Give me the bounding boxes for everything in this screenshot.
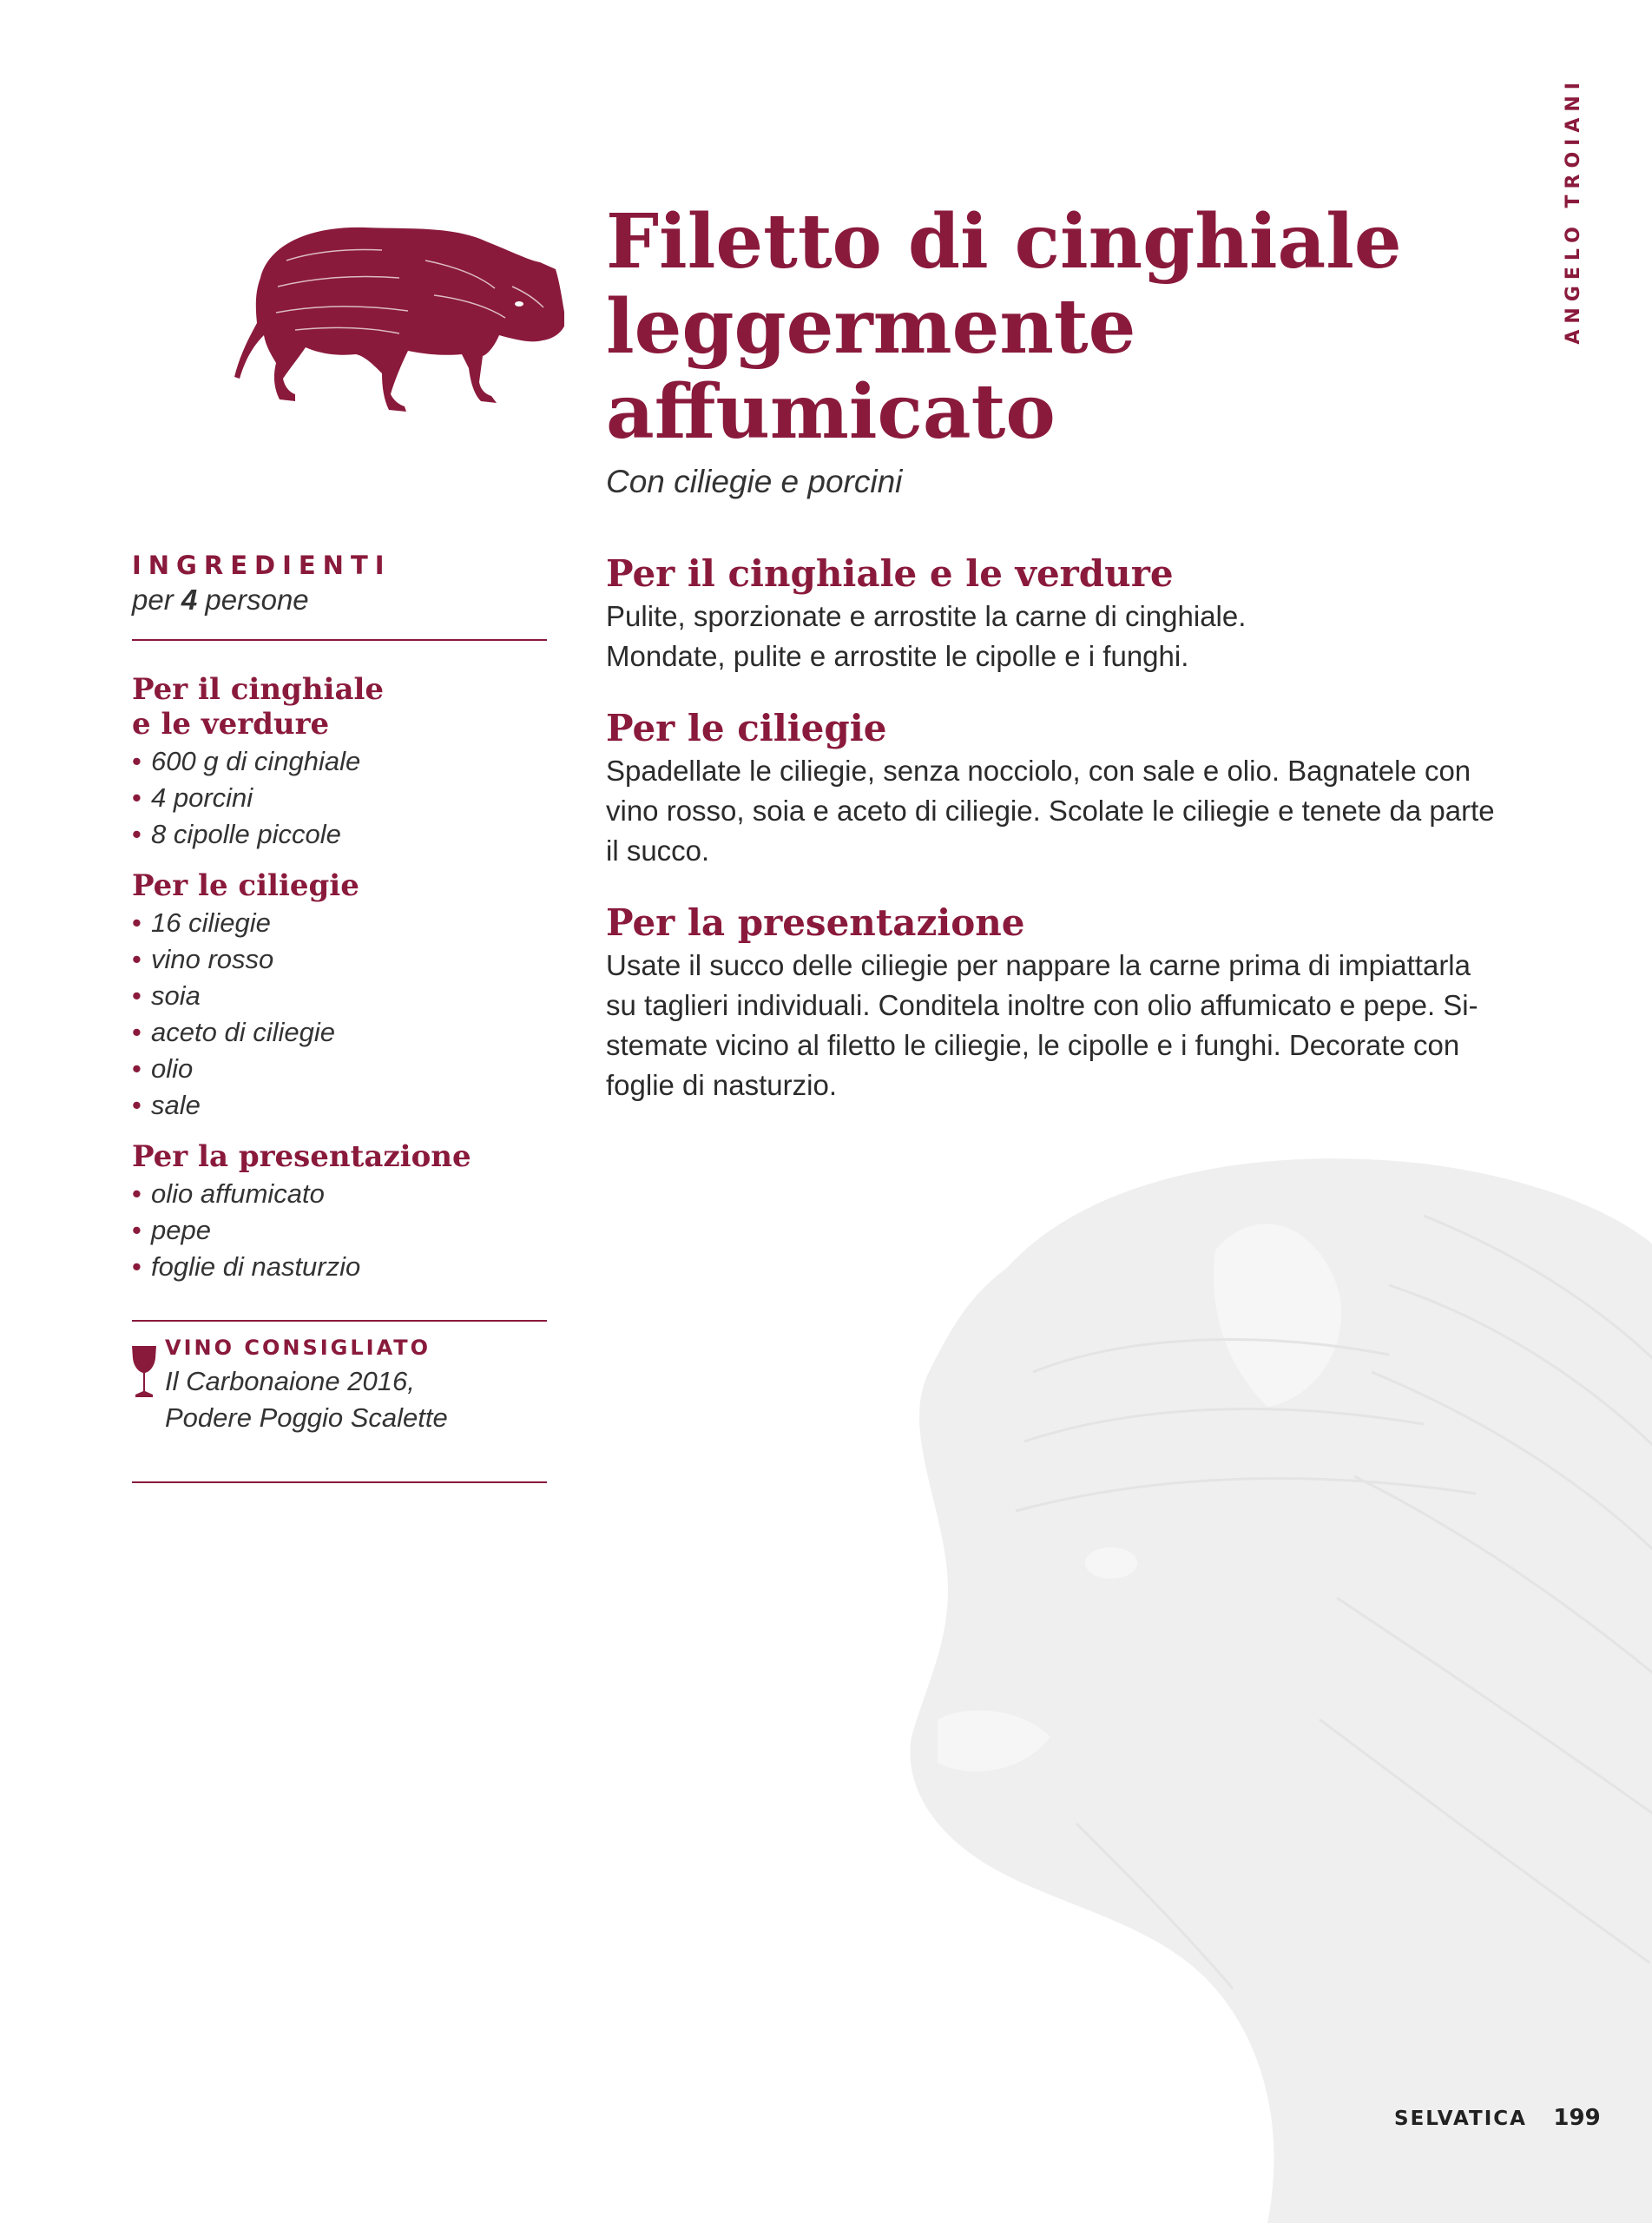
ingredient-item: • sale: [132, 1090, 201, 1120]
ingredient-item: • foglie di nasturzio: [132, 1251, 361, 1282]
ingredient-text: soia: [151, 980, 201, 1011]
wine-glass-icon: [130, 1344, 158, 1398]
ingredient-text: vino rosso: [151, 944, 274, 974]
divider: [132, 639, 547, 641]
step-title: Per il cinghiale e le verdure: [606, 552, 1174, 595]
ingredient-item: • olio: [132, 1053, 194, 1084]
wine-label: VINO CONSIGLIATO: [165, 1336, 431, 1360]
ingredient-list: [132, 905, 547, 1124]
ingredients-heading: INGREDIENTI: [132, 551, 392, 580]
group-title-line: Per il cinghiale: [132, 672, 385, 707]
ingredient-list: [132, 743, 547, 853]
ingredient-group-title: [132, 1139, 547, 1174]
ingredient-item: • olio affumicato: [132, 1178, 325, 1209]
ingredient-item: • pepe: [132, 1215, 211, 1245]
ingredient-text: pepe: [151, 1215, 211, 1245]
servings-suffix: persone: [205, 584, 309, 616]
step-title: Per le ciliegie: [606, 707, 887, 749]
ingredient-text: olio: [151, 1053, 194, 1084]
title-line: leggermente: [606, 283, 1136, 371]
ingredient-item: • 16 ciliegie: [132, 907, 271, 938]
divider: [132, 1320, 547, 1322]
page-footer: [1394, 2105, 1601, 2131]
wine-name-line: Il Carbonaione 2016,: [165, 1366, 415, 1396]
servings-prefix: per: [132, 584, 174, 616]
ingredient-item: • 8 cipolle piccole: [132, 819, 341, 849]
method-column: [606, 551, 1500, 1105]
ingredient-text: olio affumicato: [151, 1178, 325, 1209]
ingredient-group-title: [132, 868, 547, 903]
ingredient-group-title: [132, 672, 547, 742]
step-text: [606, 751, 1500, 871]
ingredient-item: • vino rosso: [132, 944, 274, 974]
ingredient-text: foglie di nasturzio: [151, 1251, 361, 1282]
divider: [132, 1481, 547, 1483]
step-line: vino rosso, soia e aceto di ciliegie. Scolate le ciliegie e tenete da parte: [606, 795, 1495, 827]
boar-watermark-icon: [903, 1112, 1652, 2223]
boar-illustration-icon: [234, 208, 564, 434]
step-line: su taglieri individuali. Conditela inoltre con olio affumicato e pepe. Si-: [606, 989, 1478, 1021]
title-line: Filetto di cinghiale: [606, 198, 1402, 286]
ingredient-item: • soia: [132, 980, 201, 1011]
recipe-title: [606, 200, 1474, 455]
servings-line: [132, 584, 547, 617]
step-line: Mondate, pulite e arrostite le cipolle e i funghi.: [606, 640, 1189, 672]
wine-name-line: Podere Poggio Scalette: [165, 1402, 448, 1433]
recipe-subtitle: Con ciliegie e porcini: [606, 464, 903, 499]
group-title-line: Per le ciliegie: [132, 868, 359, 903]
ingredient-text: 4 porcini: [151, 782, 253, 813]
book-title: SELVATICA: [1394, 2108, 1527, 2130]
ingredient-item: • 4 porcini: [132, 782, 253, 813]
step-line: stemate vicino al filetto le ciliegie, le cipolle e i funghi. Decorate con: [606, 1029, 1460, 1061]
servings-number: 4: [181, 584, 198, 616]
ingredient-text: 8 cipolle piccole: [151, 819, 341, 849]
ingredient-list: [132, 1176, 547, 1285]
ingredient-text: aceto di ciliegie: [151, 1017, 335, 1047]
ingredient-text: 16 ciliegie: [151, 907, 271, 938]
wine-name: [165, 1363, 547, 1436]
step-line: il succo.: [606, 834, 710, 867]
group-title-line: Per la presentazione: [132, 1139, 471, 1174]
title-line: affumicato: [606, 368, 1056, 456]
step-text: [606, 597, 1500, 676]
page-number: 199: [1553, 2105, 1601, 2131]
step-line: Usate il succo delle ciliegie per nappare la carne prima di impiattarla: [606, 949, 1471, 981]
step-title: Per la presentazione: [606, 901, 1025, 944]
author-name: ANGELO TROIANI: [1563, 76, 1584, 345]
step-line: Spadellate le ciliegie, senza nocciolo, con sale e olio. Bagnatele con: [606, 755, 1471, 787]
ingredient-item: • aceto di ciliegie: [132, 1017, 335, 1047]
ingredient-item: • 600 g di cinghiale: [132, 746, 361, 776]
group-title-line: e le verdure: [132, 707, 330, 742]
step-line: Pulite, sporzionate e arrostite la carne di cinghiale.: [606, 600, 1247, 632]
wine-recommendation: [132, 1336, 547, 1466]
step-line: foglie di nasturzio.: [606, 1069, 837, 1101]
step-text: [606, 946, 1500, 1105]
ingredient-text: 600 g di cinghiale: [151, 746, 361, 776]
ingredients-column: [132, 551, 547, 1483]
ingredient-text: sale: [151, 1090, 201, 1120]
